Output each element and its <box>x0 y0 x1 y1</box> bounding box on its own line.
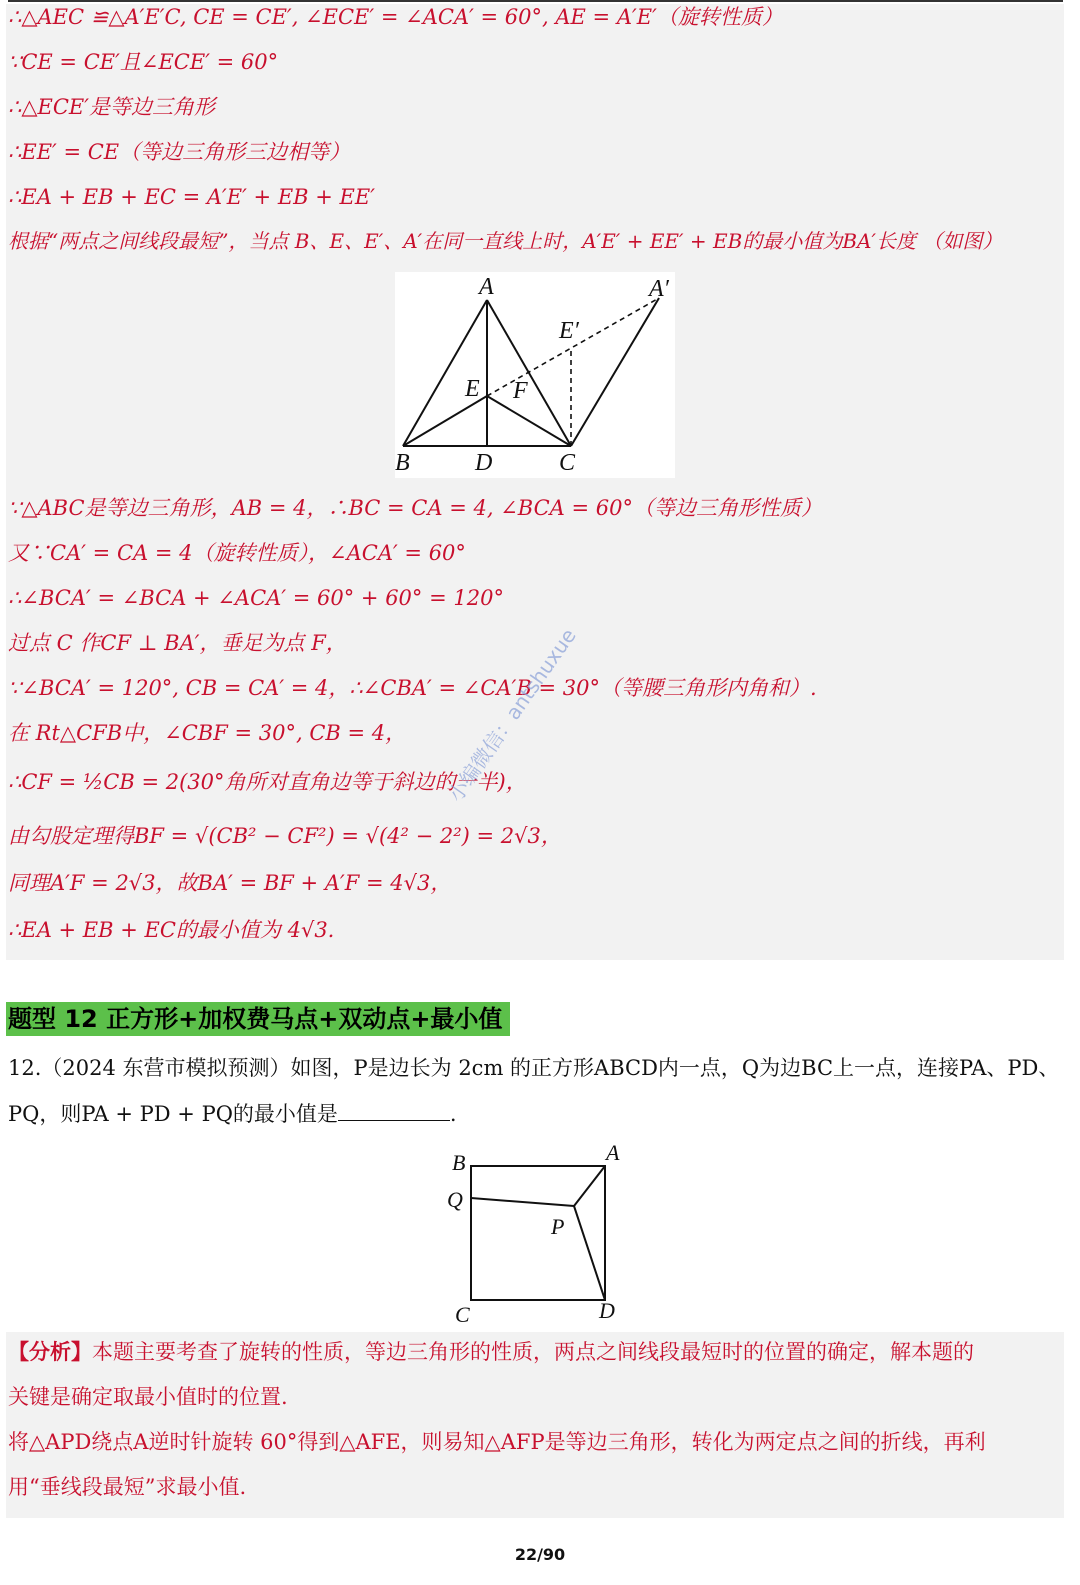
analysis-line-1 <box>8 1337 974 1367</box>
label-A: A <box>479 274 494 300</box>
analysis-line-2: 关键是确定取最小值时的位置. <box>8 1385 288 1409</box>
label-A2: A <box>606 1140 620 1165</box>
label-D: D <box>475 450 493 476</box>
label-C2: C <box>455 1302 470 1327</box>
analysis-line-4: 用“垂线段最短”求最小值. <box>8 1475 247 1499</box>
solution-line-7: ∵△ABC是等边三角形，AB = 4，∴BC = CA = 4, ∠BCA = 60°（等边三角形性质） <box>8 496 823 520</box>
problem-line-2 <box>8 1098 457 1129</box>
solution-line-14: 由勾股定理得BF = √(CB² − CF²) = √(4² − 2²) = 2√3， <box>8 824 562 848</box>
triangle-figure <box>395 272 675 478</box>
label-E-prime: E′ <box>559 318 579 344</box>
label-B: B <box>395 450 410 476</box>
analysis-text-1: 本题主要考查了旋转的性质，等边三角形的性质，两点之间线段最短时的位置的确定，解本题的 <box>92 1340 974 1364</box>
analysis-line-3: 将△APD绕点A逆时针旋转 60°得到△AFE，则易知△AFP是等边三角形，转化为两定点之间的折线，再利 <box>8 1430 986 1454</box>
section-heading: 题型 12 正方形+加权费马点+双动点+最小值 <box>6 1002 510 1036</box>
solution-line-10: 过点 C 作CF ⊥ BA′，垂足为点 F， <box>8 631 347 655</box>
label-E: E <box>465 376 480 402</box>
solution-line-9: ∴∠BCA′ = ∠BCA + ∠ACA′ = 60° + 60° = 120° <box>8 586 504 610</box>
solution-line-16: ∴EA + EB + EC的最小值为 4√3. <box>8 918 335 942</box>
page-number: 22/90 <box>514 1545 566 1564</box>
problem-line-2-end: . <box>449 1102 457 1126</box>
label-A-prime: A′ <box>649 276 669 302</box>
label-F: F <box>513 378 528 404</box>
analysis-label: 【分析】 <box>8 1340 92 1364</box>
square-figure <box>438 1140 628 1330</box>
solution-line-8: 又∵CA′ = CA = 4（旋转性质），∠ACA′ = 60° <box>8 541 466 565</box>
solution-line-11: ∵∠BCA′ = 120°, CB = CA′ = 4，∴∠CBA′ = ∠CA′B = 30°（等腰三角形内角和）. <box>8 676 817 700</box>
solution-line-15: 同理A′F = 2√3，故BA′ = BF + A′F = 4√3， <box>8 871 452 895</box>
solution-line-3: ∴△ECE′是等边三角形 <box>8 95 216 119</box>
solution-line-4: ∴EE′ = CE（等边三角形三边相等） <box>8 140 351 164</box>
solution-line-6: 根据“两点之间线段最短”，当点 B、E、E′、A′在同一直线上时，A′E′ + EE′ + EB的最小值为BA′长度 （如图） <box>8 229 1003 253</box>
label-D2: D <box>599 1298 615 1323</box>
problem-line-2-text: PQ，则PA + PD + PQ的最小值是 <box>8 1102 338 1126</box>
answer-blank[interactable] <box>338 1098 450 1121</box>
solution-line-5: ∴EA + EB + EC = A′E′ + EB + EE′ <box>8 185 375 209</box>
solution-line-12: 在 Rt△CFB中，∠CBF = 30°, CB = 4， <box>8 721 407 745</box>
label-Q2: Q <box>447 1187 463 1212</box>
solution-line-1: ∴△AEC ≌△A′E′C, CE = CE′, ∠ECE′ = ∠ACA′ = 60°, AE = A′E′（旋转性质） <box>8 5 783 29</box>
solution-line-2: ∵CE = CE′且∠ECE′ = 60° <box>8 50 279 74</box>
watermark: 小编微信：antshuxue <box>443 624 581 807</box>
label-B2: B <box>452 1150 466 1175</box>
label-C: C <box>559 450 576 476</box>
problem-line-1: 12.（2024 东营市模拟预测）如图，P是边长为 2cm 的正方形ABCD内一点，Q为边BC上一点，连接PA、PD、 <box>8 1056 1060 1080</box>
label-P2: P <box>551 1214 565 1239</box>
solution-line-13: ∴CF = ½CB = 2(30°角所对直角边等于斜边的一半)， <box>8 770 527 794</box>
